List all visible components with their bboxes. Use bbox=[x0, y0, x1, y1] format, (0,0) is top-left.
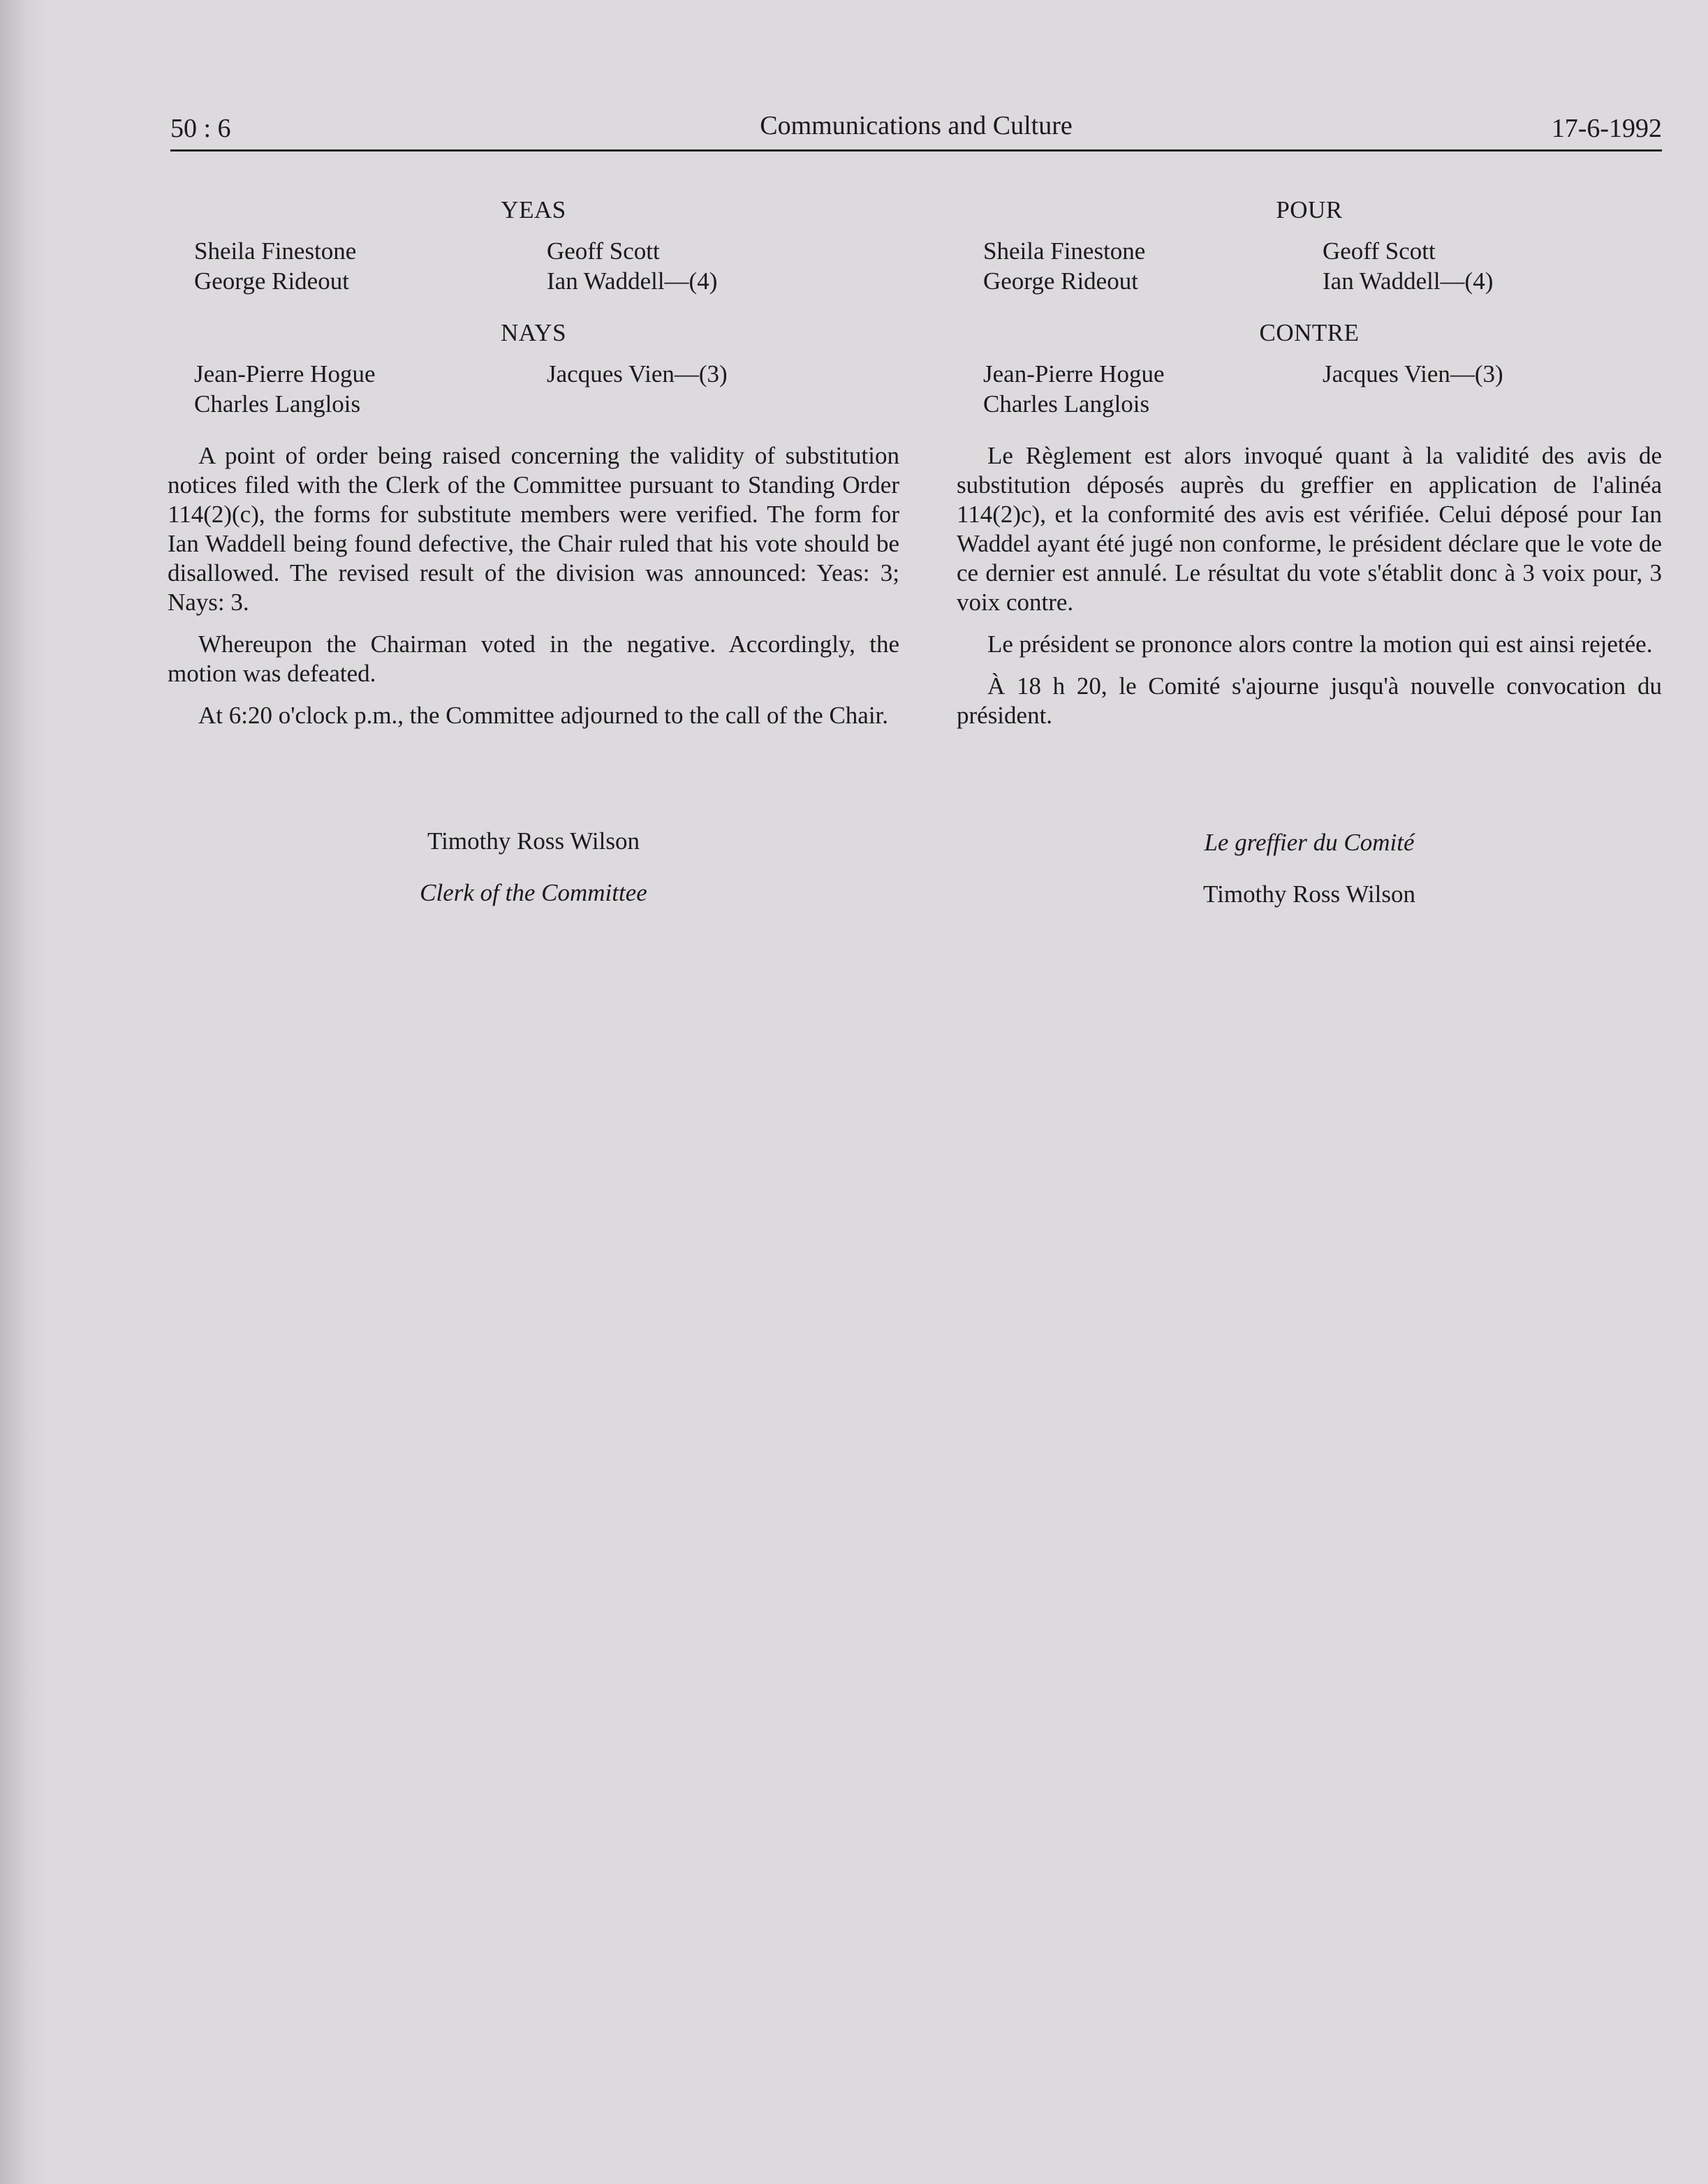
nays-member: Jean-Pierre Hogue bbox=[194, 360, 376, 388]
pour-member: Ian Waddell—(4) bbox=[1323, 267, 1494, 295]
english-column bbox=[168, 195, 899, 908]
chairman-vote-paragraph: Whereupon the Chairman voted in the negative. Accordingly, the motion was defeated. bbox=[168, 630, 899, 687]
nays-heading: NAYS bbox=[500, 319, 567, 346]
yeas-heading: YEAS bbox=[501, 196, 566, 223]
contre-member bbox=[1323, 389, 1662, 419]
reglement-paragraph: Le Règlement est alors invoqué quant à la validité des avis de substitution déposés auprès du greffier en application de l'alinéa 114(2)c), et la conformité des avis est vérifiée. Celui déposé pour Ian Waddel ayant été jugé non conforme, le président déclare que le vote de ce dernier est annulé. Le résultat du vote s'établit donc à 3 voix pour, 3 voix contre. bbox=[957, 442, 1662, 616]
nays-member: Charles Langlois bbox=[194, 390, 361, 418]
president-vote-paragraph: Le président se prononce alors contre la motion qui est ainsi rejetée. bbox=[987, 630, 1653, 658]
ajournement-paragraph: À 18 h 20, le Comité s'ajourne jusqu'à nouvelle convocation du président. bbox=[957, 672, 1662, 729]
greffier-title: Le greffier du Comité bbox=[1204, 829, 1415, 856]
contre-list bbox=[957, 359, 1662, 419]
clerk-name: Timothy Ross Wilson bbox=[427, 827, 640, 855]
pour-member: Sheila Finestone bbox=[983, 237, 1146, 265]
clerk-title: Clerk of the Committee bbox=[420, 879, 647, 906]
pour-heading: POUR bbox=[1276, 196, 1343, 223]
contre-member: Jacques Vien—(3) bbox=[1323, 360, 1503, 388]
nays-member bbox=[547, 389, 899, 419]
yeas-member: George Rideout bbox=[194, 267, 349, 295]
issue-date: 17-6-1992 bbox=[1551, 114, 1662, 143]
yeas-member: Geoff Scott bbox=[547, 237, 660, 265]
yeas-member: Ian Waddell—(4) bbox=[547, 267, 718, 295]
point-of-order-paragraph: A point of order being raised concerning the validity of substitution notices filed with the Clerk of the Committee pursuant to Standing Order 114(2)(c), the forms for substitute members were verified. The form for Ian Waddell being found defective, the Chair ruled that his vote should be disallowed. The revised result of the division was announced: Yeas: 3; Nays: 3. bbox=[168, 442, 899, 616]
french-column bbox=[957, 195, 1662, 909]
pour-member: George Rideout bbox=[983, 267, 1138, 295]
yeas-list bbox=[168, 236, 899, 296]
pour-list bbox=[957, 236, 1662, 296]
greffier-name: Timothy Ross Wilson bbox=[1203, 880, 1415, 908]
contre-member: Charles Langlois bbox=[983, 390, 1150, 418]
contre-heading: CONTRE bbox=[1259, 319, 1360, 346]
running-header bbox=[170, 110, 1662, 152]
page-number: 50 : 6 bbox=[170, 114, 231, 143]
pour-member: Geoff Scott bbox=[1323, 237, 1436, 265]
nays-list bbox=[168, 359, 899, 419]
contre-member: Jean-Pierre Hogue bbox=[983, 360, 1165, 388]
nays-member: Jacques Vien—(3) bbox=[547, 360, 728, 388]
publication-title: Communications and Culture bbox=[760, 111, 1073, 140]
yeas-member: Sheila Finestone bbox=[194, 237, 357, 265]
adjournment-paragraph: At 6:20 o'clock p.m., the Committee adjourned to the call of the Chair. bbox=[198, 702, 889, 729]
